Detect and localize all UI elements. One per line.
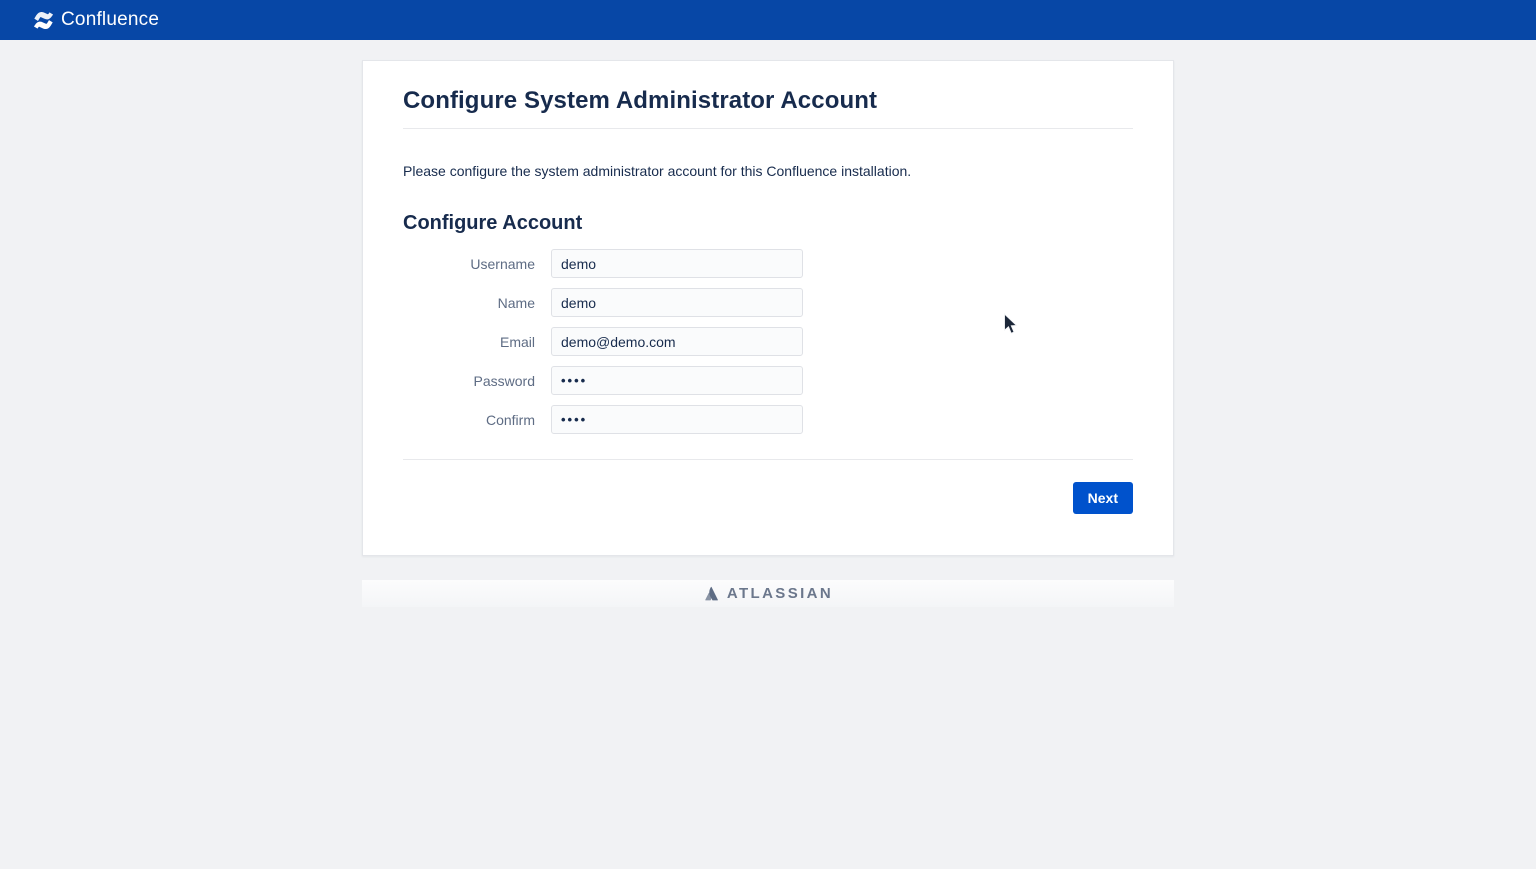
form-row-confirm [403, 405, 1133, 434]
email-input[interactable] [551, 327, 803, 356]
setup-card [362, 60, 1174, 556]
footer [362, 580, 1174, 607]
atlassian-wordmark: ATLASSIAN [726, 585, 834, 602]
name-input[interactable] [551, 288, 803, 317]
form-row-username [403, 249, 1133, 278]
app-title: Confluence [61, 9, 160, 30]
confirm-label: Confirm [485, 411, 535, 428]
username-label: Username [470, 255, 535, 272]
atlassian-logo-icon [703, 585, 721, 603]
confirm-input[interactable] [551, 405, 803, 434]
button-row [403, 482, 1133, 514]
title-divider [403, 128, 1133, 129]
page-description: Please configure the system administrator account for this Confluence installation. [403, 163, 912, 179]
form-row-password [403, 366, 1133, 395]
confluence-logo-icon [33, 10, 54, 31]
confluence-logo [33, 9, 159, 31]
app-header [0, 0, 1536, 40]
page-title: Configure System Administrator Account [403, 87, 878, 114]
password-input[interactable] [551, 366, 803, 395]
form-row-email [403, 327, 1133, 356]
email-label: Email [499, 333, 535, 350]
name-label: Name [497, 294, 535, 311]
section-heading: Configure Account [403, 212, 583, 234]
password-label: Password [473, 372, 535, 389]
bottom-divider [403, 459, 1133, 460]
username-input[interactable] [551, 249, 803, 278]
admin-account-form [403, 249, 1133, 434]
form-row-name [403, 288, 1133, 317]
next-button[interactable]: Next [1073, 482, 1133, 514]
